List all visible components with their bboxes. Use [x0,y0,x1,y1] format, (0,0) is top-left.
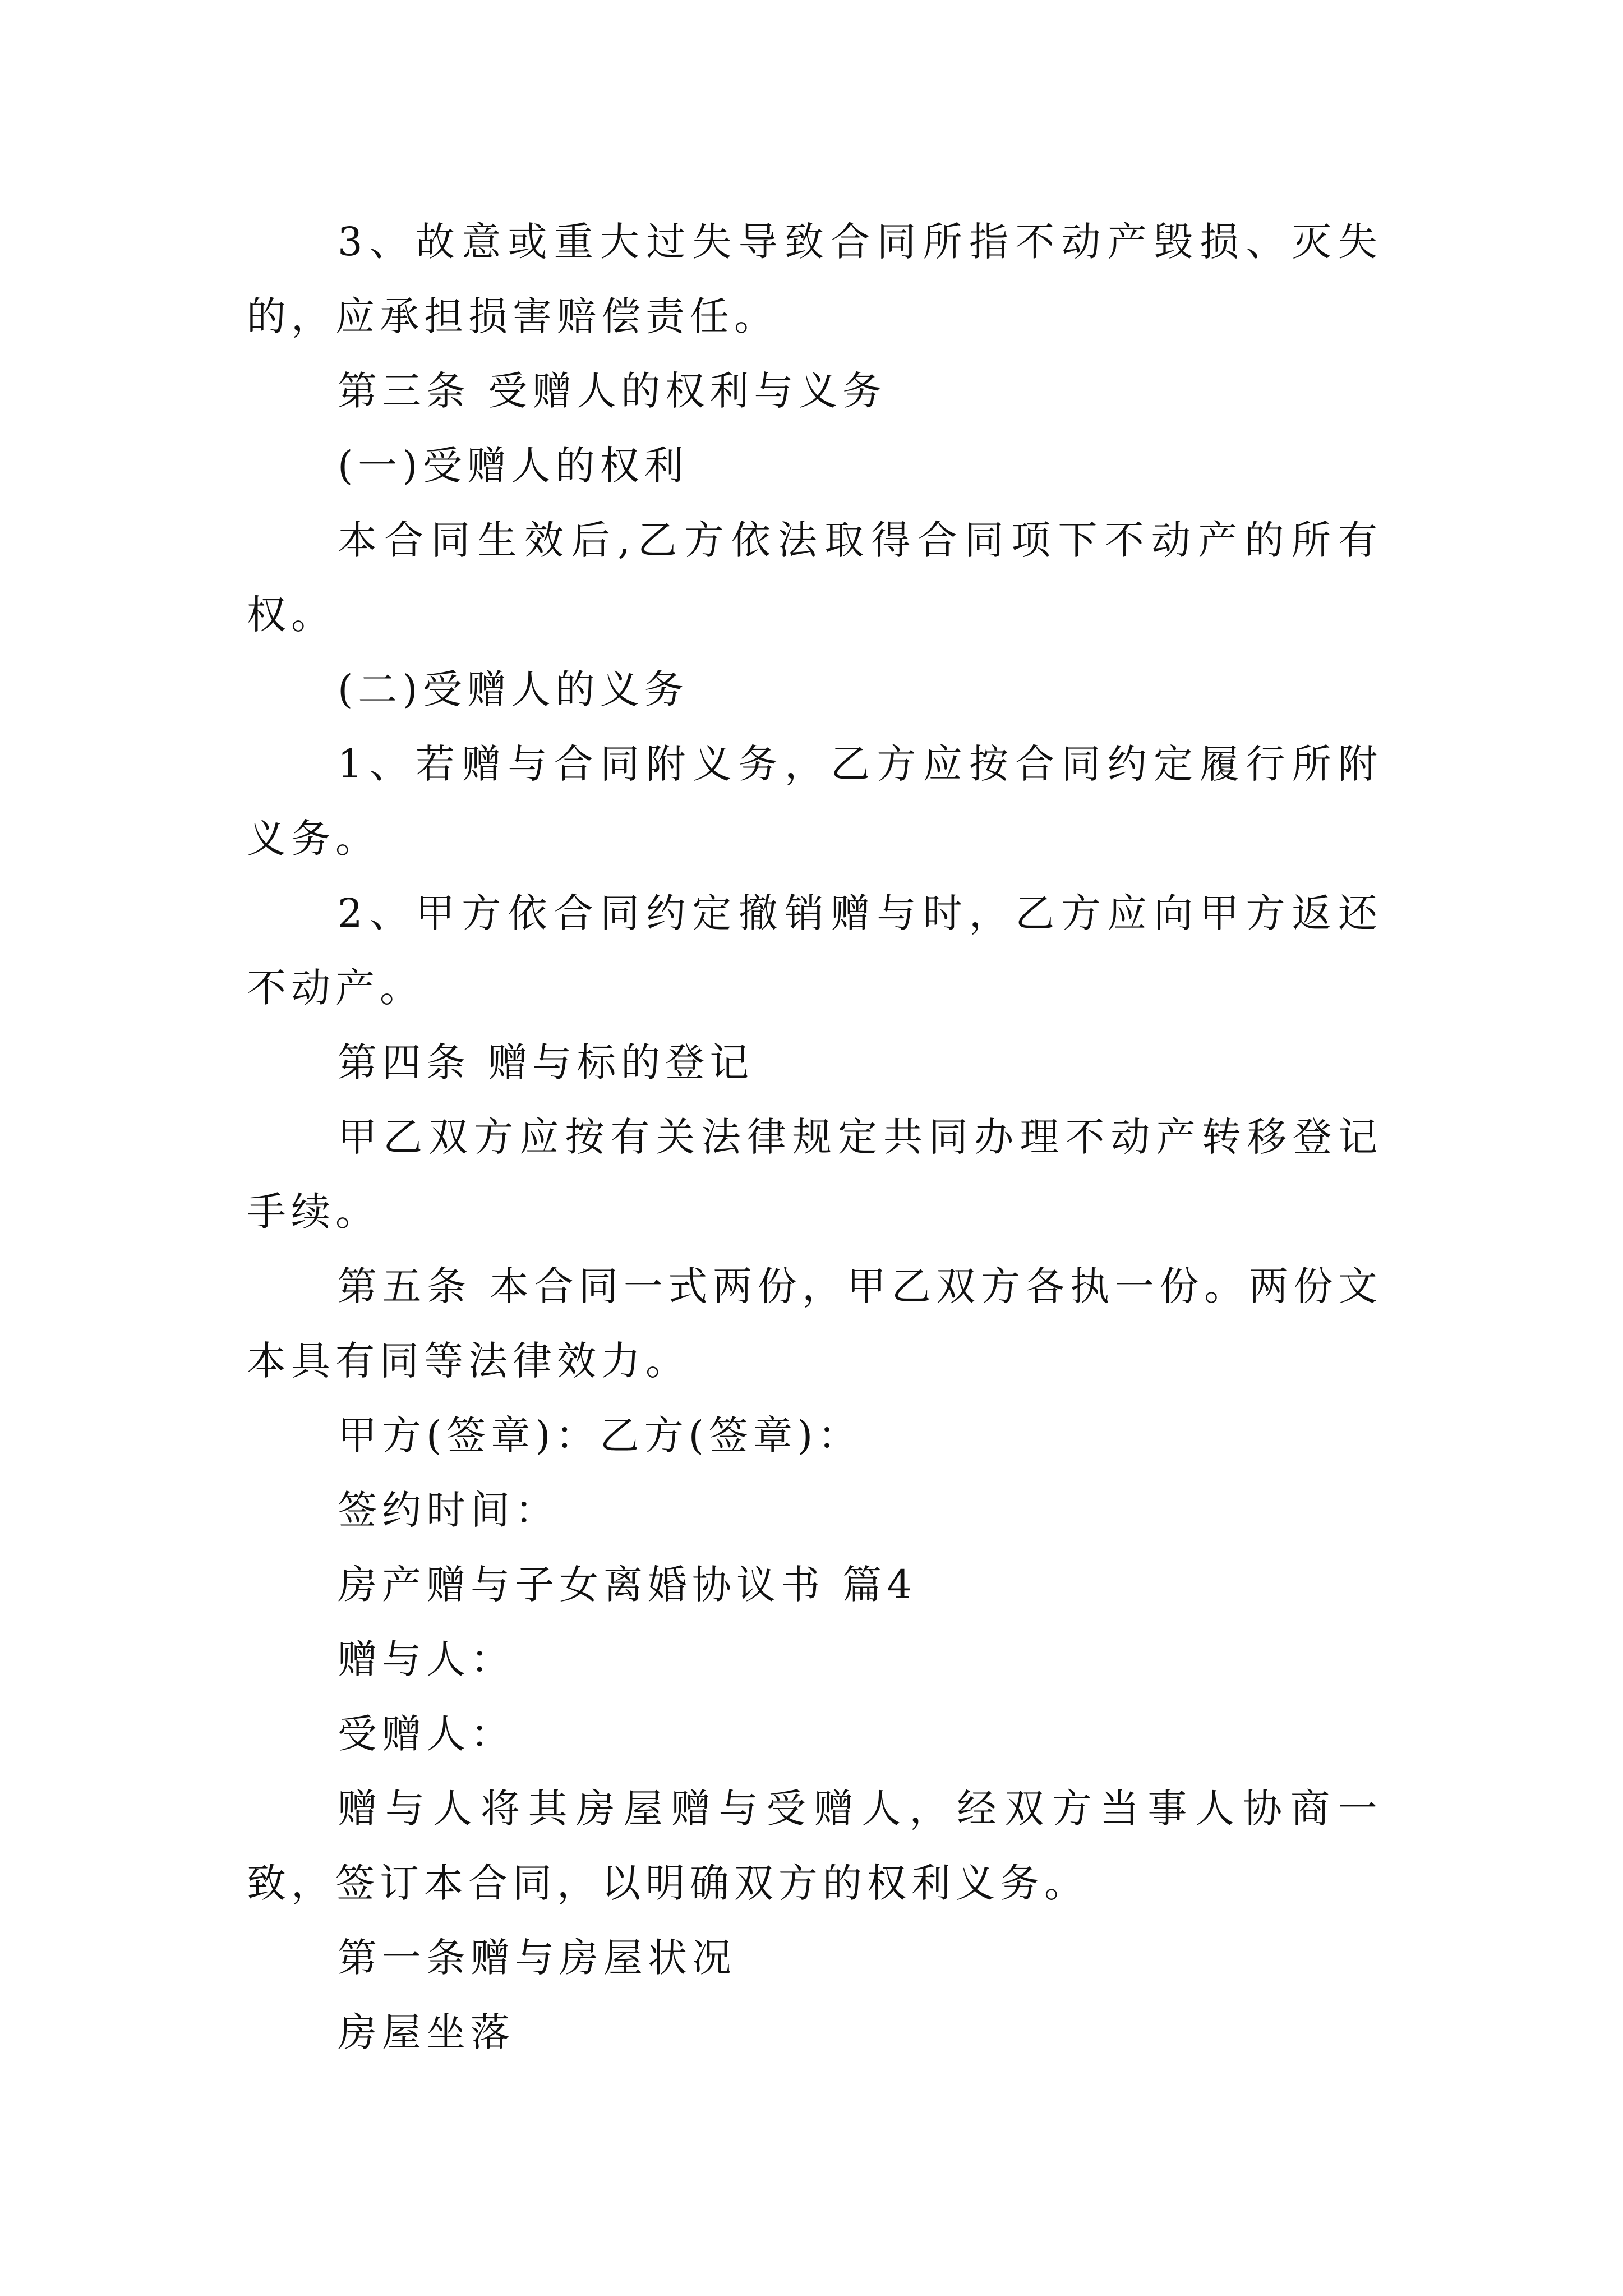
article-5-text: 第五条 本合同一式两份，甲乙双方各执一份。两份文本具有同等法律效力。 [247,1263,1382,1384]
article-4-heading: 第四条 赠与标的登记 [338,1039,754,1085]
signature-line: 甲方(签章)：乙方(签章)： [338,1412,863,1458]
registration-text: 甲乙双方应按有关法律规定共同办理不动产转移登记手续。 [247,1114,1382,1235]
section-donee-rights-heading: (一)受赠人的权利 [338,443,689,489]
obligation-1-text: 1、若赠与合同附义务，乙方应按合同约定履行所附义务。 [247,741,1382,862]
article-1-heading: 第一条赠与房屋状况 [338,1935,736,1981]
section-title-part-4: 房产赠与子女离婚协议书 篇4 [338,1562,917,1608]
donee-rights-text: 本合同生效后,乙方依法取得合同项下不动产的所有权。 [247,517,1382,638]
section-donee-obligations-heading: (二)受赠人的义务 [338,666,689,712]
obligation-2-text: 2、甲方依合同约定撤销赠与时，乙方应向甲方返还不动产。 [247,890,1382,1011]
property-location-line: 房屋坐落 [338,2009,515,2055]
preamble-text: 赠与人将其房屋赠与受赠人，经双方当事人协商一致，签订本合同，以明确双方的权利义务。 [247,1786,1382,1906]
signing-date-line: 签约时间： [338,1487,559,1533]
clause-3-damage-liability: 3、故意或重大过失导致合同所指不动产毁损、灭失的，应承担损害赔偿责任。 [247,219,1382,339]
article-3-heading: 第三条 受赠人的权利与义务 [338,368,887,414]
donor-line: 赠与人： [338,1636,515,1682]
donee-line: 受赠人： [338,1711,515,1757]
document-body [247,205,1382,2070]
